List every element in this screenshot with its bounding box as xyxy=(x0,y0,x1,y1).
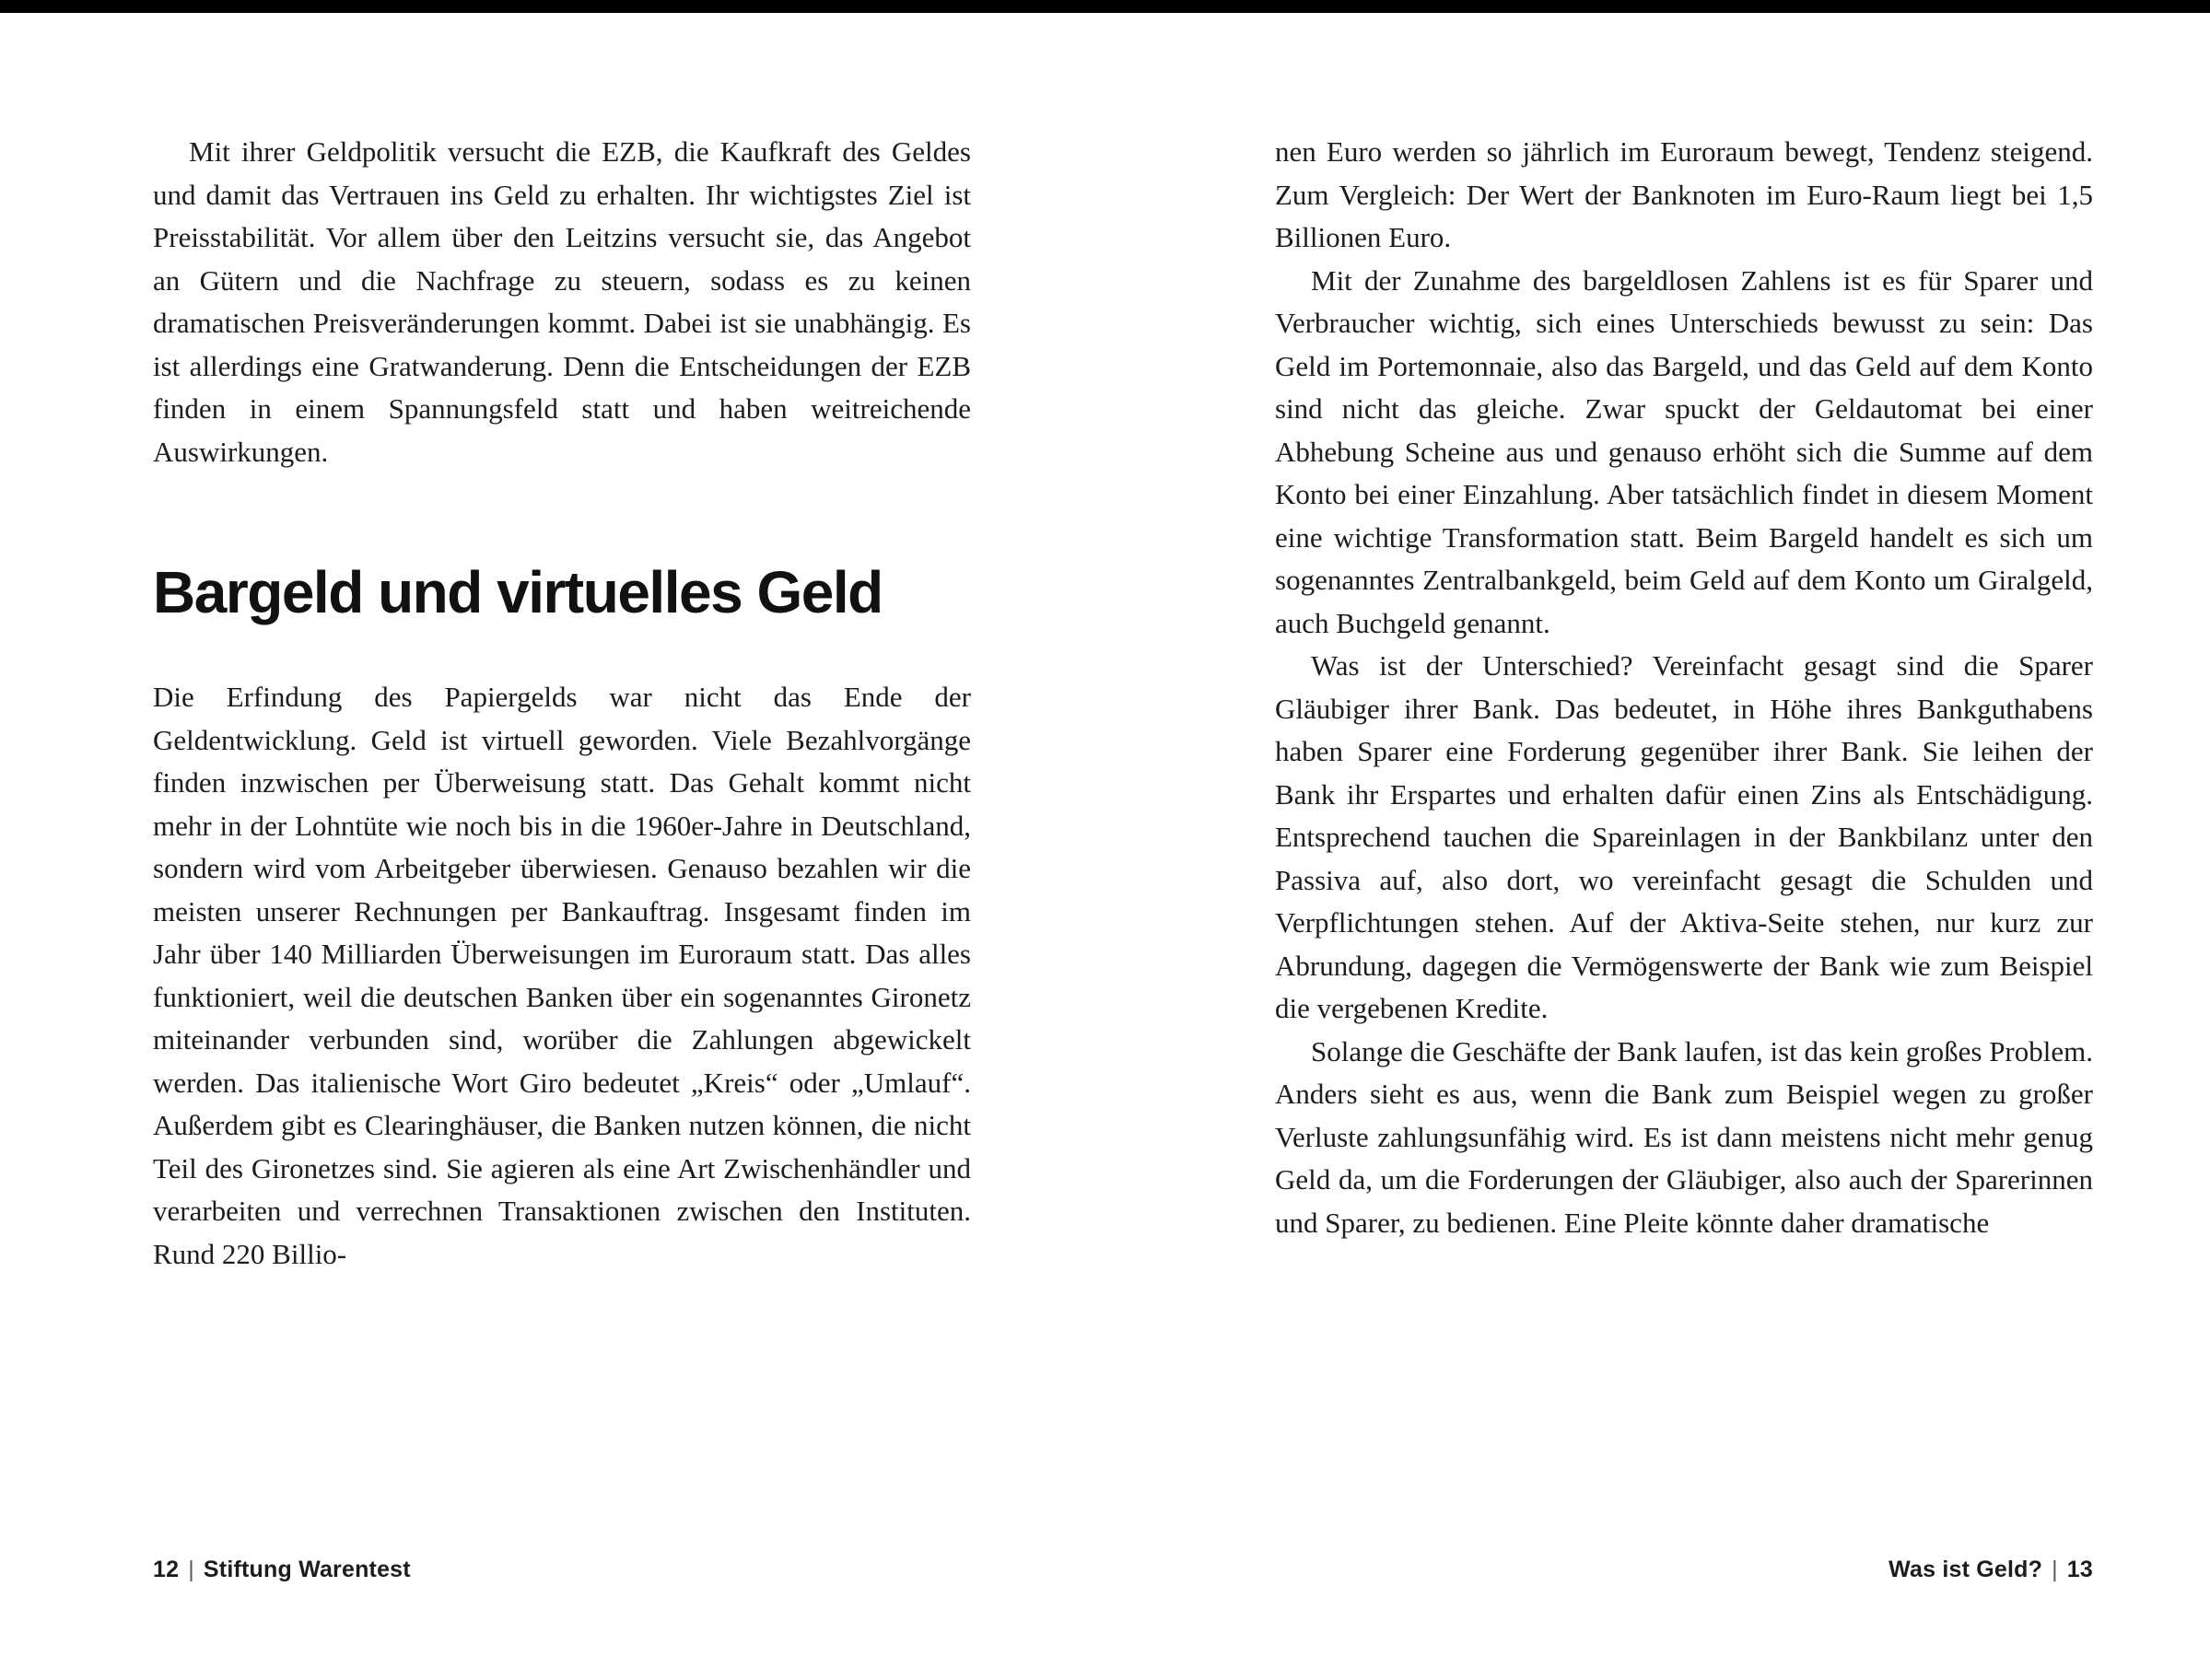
left-page-text xyxy=(153,131,971,1276)
paragraph-euroraum-fortsetzung: nen Euro werden so jährlich im Euroraum bewegt, Tendenz steigend. Zum Vergleich: Der Wert der Banknoten im Euro-Raum liegt bei 1,5 Billionen Euro. xyxy=(1275,135,2093,253)
paragraph-unterschied-glaeubiger: Was ist der Unterschied? Vereinfacht gesagt sind die Sparer Gläubiger ihrer Bank. Das bedeutet, in Höhe ihres Bankguthabens haben Sparer eine Forderung gegenüber ihrer Bank. Sie leihen der Bank ihr Erspartes und erhalten dafür einen Zins als Entschädigung. Entsprechend tauchen die Spareinlagen in der Bankbilanz unter den Passiva auf, also dort, wo vereinfacht gesagt die Schulden und Verpflichtungen stehen. Auf der Aktiva-Seite stehen, nur kurz zur Abrundung, dagegen die Vermögenswerte der Bank wie zum Beispiel die vergebenen Kredite. xyxy=(1275,649,2093,1024)
page-left xyxy=(153,131,971,1276)
page-number-right: 13 xyxy=(2066,1557,2093,1582)
paragraph-ezb-geldpolitik: Mit ihrer Geldpolitik versucht die EZB, die Kaufkraft des Geldes und damit das Vertrauen ins Geld zu erhalten. Ihr wichtigstes Ziel ist Preisstabilität. Vor allem über den Leitzins versucht sie, das Angebot an Gütern und die Nachfrage zu steuern, sodass es zu keinen dramatischen Preisveränderungen kommt. Dabei ist sie unabhängig. Es ist allerdings eine Gratwanderung. Denn die Entscheidungen der EZB finden in einem Spannungsfeld statt und haben weitreichende Auswirkungen. xyxy=(153,135,971,468)
footer-label-left: Stiftung Warentest xyxy=(203,1557,411,1582)
footer-label-right: Was ist Geld? xyxy=(1888,1557,2043,1582)
paragraph-bank-pleite: Solange die Geschäfte der Bank laufen, ist das kein großes Problem. Anders sieht es aus, wenn die Bank zum Beispiel wegen zu großer Verluste zahlungsunfähig wird. Es ist dann meistens nicht mehr genug Geld da, um die Forderungen der Gläubiger, also auch der Sparerinnen und Sparer, zu bedienen. Eine Pleite könnte daher dramatische xyxy=(1275,1034,2093,1239)
section-heading: Bargeld und virtuelles Geld xyxy=(153,559,883,625)
page-right xyxy=(1275,131,2093,1244)
footer-left xyxy=(153,1557,971,1583)
footer-separator-right: | xyxy=(2052,1557,2058,1582)
footer-right xyxy=(1275,1557,2093,1583)
paragraph-papiergeld: Die Erfindung des Papiergelds war nicht das Ende der Geldentwicklung. Geld ist virtuell geworden. Viele Bezahlvorgänge finden inzwischen per Überweisung statt. Das Gehalt kommt nicht mehr in der Lohntüte wie noch bis in die 1960er-Jahre in Deutschland, sondern wird vom Arbeitgeber überwiesen. Genauso bezahlen wir die meisten unserer Rechnungen per Bankauftrag. Insgesamt finden im Jahr über 140 Milliarden Überweisungen im Euroraum statt. Das alles funktioniert, weil die deutschen Banken über ein sogenanntes Gironetz miteinander verbunden sind, worüber die Zahlungen abgewickelt werden. Das italienische Wort Giro bedeutet „Kreis“ oder „Umlauf“. Außerdem gibt es Clearinghäuser, die Banken nutzen können, die nicht Teil des Gironetzes sind. Sie agieren als eine Art Zwischenhändler und verarbeiten und verrechnen Transaktionen zwischen den Instituten. Rund 220 Billio- xyxy=(153,681,971,1270)
paragraph-bargeldlos-zahlen: Mit der Zunahme des bargeldlosen Zahlens ist es für Sparer und Verbraucher wichtig, sich eines Unterschieds bewusst zu sein: Das Geld im Portemonnaie, also das Bargeld, und das Geld auf dem Konto sind nicht das gleiche. Zwar spuckt der Geldautomat bei einer Abhebung Scheine aus und genauso erhöht sich die Summe auf dem Konto bei einer Einzahlung. Aber tatsächlich findet in diesem Moment eine wichtige Transformation statt. Beim Bargeld handelt es sich um sogenanntes Zentralbankgeld, beim Geld auf dem Konto um Giralgeld, auch Buchgeld genannt. xyxy=(1275,263,2093,639)
right-page-text xyxy=(1275,131,2093,1244)
page-number-left: 12 xyxy=(153,1557,180,1582)
top-border xyxy=(0,0,2210,13)
footer-separator-left: | xyxy=(188,1557,194,1582)
